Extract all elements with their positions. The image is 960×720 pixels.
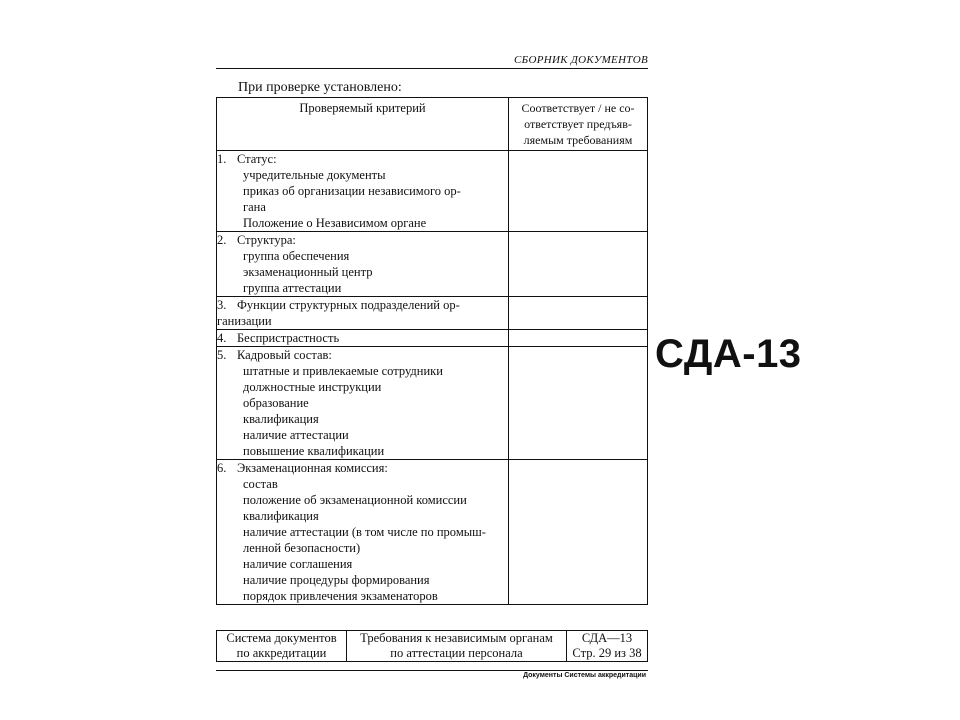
criterion-cell — [217, 330, 509, 347]
footer-rule — [216, 670, 648, 671]
row-subitem: состав — [243, 477, 278, 491]
criterion-cell — [217, 297, 509, 330]
table-header-row — [217, 98, 648, 151]
row-subitem: наличие аттестации (в том числе по промыш- — [243, 525, 486, 539]
running-head: СБОРНИК ДОКУМЕНТОВ — [514, 54, 648, 66]
footer-text: по аккредитации — [236, 646, 327, 660]
page-number: Стр. 29 из 38 — [572, 646, 642, 660]
criterion-cell — [217, 232, 509, 297]
header-compliance-line: ляемым требованиям — [523, 133, 633, 147]
row-title: Кадровый состав: — [237, 348, 332, 362]
row-number: 3. — [217, 298, 227, 312]
row-number: 1. — [217, 152, 227, 166]
row-number: 5. — [217, 348, 227, 362]
row-number: 4. — [217, 331, 227, 345]
header-compliance-line: Соответствует / не со- — [521, 101, 635, 115]
row-subitem: Положение о Независимом органе — [243, 216, 427, 230]
compliance-cell[interactable] — [509, 460, 648, 605]
row-subitem: должностные инструкции — [243, 380, 382, 394]
row-subitem: повышение квалификации — [243, 444, 385, 458]
row-subitem: наличие процедуры формирования — [243, 573, 430, 587]
criterion-cell — [217, 151, 509, 232]
table-row — [217, 347, 648, 460]
header-rule — [216, 68, 648, 69]
row-title: Функции структурных подразделений ор- — [237, 298, 460, 312]
row-title-continuation: ганизации — [217, 314, 272, 328]
row-subitem: группа аттестации — [243, 281, 342, 295]
table-row — [217, 232, 648, 297]
row-title: Статус: — [237, 152, 277, 166]
row-subitem: ленной безопасности) — [243, 541, 361, 555]
row-subitem: учредительные документы — [243, 168, 386, 182]
table-row — [217, 151, 648, 232]
row-title: Экзаменационная комиссия: — [237, 461, 388, 475]
header-compliance-line: ответствует предъяв- — [524, 117, 632, 131]
row-subitem: образование — [243, 396, 309, 410]
criteria-table — [216, 97, 648, 605]
row-subitem: группа обеспечения — [243, 249, 350, 263]
footer-text: Требования к независимым органам — [360, 631, 553, 645]
row-title: Структура: — [237, 233, 296, 247]
row-subitem: наличие аттестации — [243, 428, 349, 442]
footer-note: Документы Системы аккредитации — [523, 672, 646, 679]
row-subitem: экзаменационный центр — [243, 265, 373, 279]
row-subitem: порядок привлечения экзаменаторов — [243, 589, 438, 603]
criterion-cell — [217, 347, 509, 460]
row-subitem: положение об экзаменационной комиссии — [243, 493, 467, 507]
document-code-label: СДА-13 — [655, 332, 802, 376]
row-number: 2. — [217, 233, 227, 247]
criterion-cell — [217, 460, 509, 605]
compliance-cell[interactable] — [509, 151, 648, 232]
table-row — [217, 297, 648, 330]
row-subitem: приказ об организации независимого ор- — [243, 184, 461, 198]
document-code: СДА—13 — [581, 631, 633, 645]
footer-system — [217, 631, 347, 662]
footer-text: Система документов — [226, 631, 337, 645]
row-number: 6. — [217, 461, 227, 475]
compliance-cell[interactable] — [509, 347, 648, 460]
row-subitem: наличие соглашения — [243, 557, 353, 571]
row-subitem: квалификация — [243, 509, 319, 523]
row-subitem: квалификация — [243, 412, 319, 426]
compliance-cell[interactable] — [509, 330, 648, 347]
header-compliance — [509, 98, 648, 151]
row-subitem: штатные и привлекаемые сотрудники — [243, 364, 443, 378]
footer-code — [567, 631, 648, 662]
footer-table — [216, 630, 648, 662]
row-title: Беспристрастность — [237, 331, 340, 345]
table-row — [217, 460, 648, 605]
footer-title — [347, 631, 567, 662]
footer-text: по аттестации персонала — [390, 646, 523, 660]
footer-row — [217, 631, 648, 662]
header-criterion: Проверяемый критерий — [217, 98, 509, 151]
compliance-cell[interactable] — [509, 297, 648, 330]
table-row — [217, 330, 648, 347]
intro-text: При проверке установлено: — [238, 80, 402, 95]
compliance-cell[interactable] — [509, 232, 648, 297]
row-subitem: гана — [243, 200, 266, 214]
